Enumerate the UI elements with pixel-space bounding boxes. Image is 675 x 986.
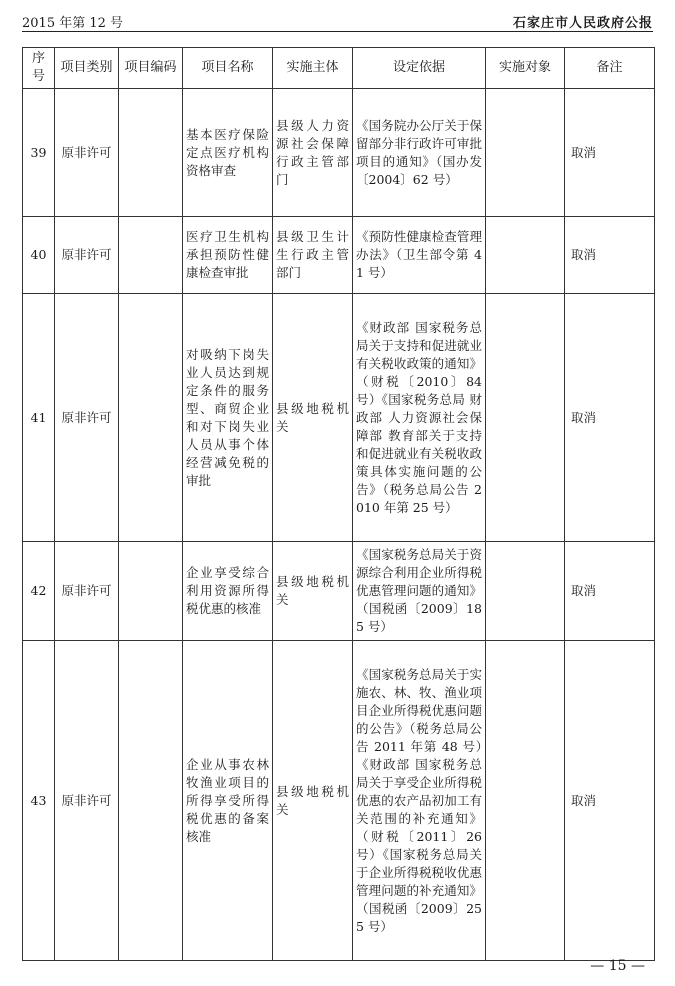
implementing-body: 县级人力资源社会保障行政主管部门 bbox=[273, 89, 353, 217]
col-header: 备注 bbox=[565, 48, 655, 89]
item-category: 原非许可 bbox=[55, 217, 119, 294]
item-category: 原非许可 bbox=[55, 542, 119, 641]
table-row bbox=[23, 542, 655, 641]
implementing-body: 县级地税机关 bbox=[273, 542, 353, 641]
target bbox=[486, 217, 565, 294]
item-code bbox=[119, 294, 183, 542]
item-name: 医疗卫生机构承担预防性健康检查审批 bbox=[183, 217, 273, 294]
legal-basis: 《国务院办公厅关于保留部分非行政许可审批项目的通知》（国办发〔2004〕62 号） bbox=[353, 89, 486, 217]
col-header: 设定依据 bbox=[353, 48, 486, 89]
item-code bbox=[119, 641, 183, 961]
item-category: 原非许可 bbox=[55, 89, 119, 217]
item-name: 企业享受综合利用资源所得税优惠的核准 bbox=[183, 542, 273, 641]
target bbox=[486, 542, 565, 641]
page-header bbox=[22, 10, 653, 30]
issue-number: 2015 年第 12 号 bbox=[22, 16, 124, 31]
col-header: 项目类别 bbox=[55, 48, 119, 89]
row-number: 39 bbox=[23, 89, 55, 217]
item-category: 原非许可 bbox=[55, 641, 119, 961]
implementing-body: 县级地税机关 bbox=[273, 294, 353, 542]
table-row bbox=[23, 294, 655, 542]
remark: 取消 bbox=[565, 641, 655, 961]
header-rule bbox=[22, 31, 653, 32]
implementing-body: 县级地税机关 bbox=[273, 641, 353, 961]
legal-basis: 《国家税务总局关于资源综合利用企业所得税优惠管理问题的通知》（国税函〔2009〕185 号） bbox=[353, 542, 486, 641]
page-number: — 15 — bbox=[590, 958, 645, 974]
col-header: 项目编码 bbox=[119, 48, 183, 89]
row-number: 40 bbox=[23, 217, 55, 294]
col-header: 项目名称 bbox=[183, 48, 273, 89]
row-number: 42 bbox=[23, 542, 55, 641]
row-number: 43 bbox=[23, 641, 55, 961]
implementing-body: 县级卫生计生行政主管部门 bbox=[273, 217, 353, 294]
target bbox=[486, 641, 565, 961]
col-header: 序号 bbox=[23, 48, 55, 89]
table-header-row bbox=[23, 48, 655, 89]
col-header: 实施主体 bbox=[273, 48, 353, 89]
item-code bbox=[119, 542, 183, 641]
table-row bbox=[23, 641, 655, 961]
remark: 取消 bbox=[565, 542, 655, 641]
remark: 取消 bbox=[565, 294, 655, 542]
target bbox=[486, 89, 565, 217]
legal-basis: 《国家税务总局关于实施农、林、牧、渔业项目企业所得税优惠问题的公告》（税务总局公告 2011 年第 48 号）《财政部 国家税务总局关于享受企业所得税优惠的农产品初加工有关范围的补充通知》（财税〔2011〕26 号）《国家税务总局关于企业所得税税收优惠管理问题的补充通知》（国税函〔2009〕255 号） bbox=[353, 641, 486, 961]
item-category: 原非许可 bbox=[55, 294, 119, 542]
col-header: 实施对象 bbox=[486, 48, 565, 89]
target bbox=[486, 294, 565, 542]
item-name: 对吸纳下岗失业人员达到规定条件的服务型、商贸企业和对下岗失业人员从事个体经营减免税的审批 bbox=[183, 294, 273, 542]
approval-items-table bbox=[22, 47, 655, 961]
remark: 取消 bbox=[565, 89, 655, 217]
row-number: 41 bbox=[23, 294, 55, 542]
item-name: 企业从事农林牧渔业项目的所得享受所得税优惠的备案核准 bbox=[183, 641, 273, 961]
legal-basis: 《财政部 国家税务总局关于支持和促进就业有关税收政策的通知》（财税〔2010〕84 号）《国家税务总局 财政部 人力资源社会保障部 教育部关于支持和促进就业有关税收政策具体实施问题的公告》（税务总局公告 2010 年第 25 号） bbox=[353, 294, 486, 542]
table-row bbox=[23, 217, 655, 294]
item-code bbox=[119, 217, 183, 294]
remark: 取消 bbox=[565, 217, 655, 294]
legal-basis: 《预防性健康检查管理办法》（卫生部令第 41 号） bbox=[353, 217, 486, 294]
item-name: 基本医疗保险定点医疗机构资格审查 bbox=[183, 89, 273, 217]
publication-title: 石家庄市人民政府公报 bbox=[512, 16, 653, 31]
item-code bbox=[119, 89, 183, 217]
table-row bbox=[23, 89, 655, 217]
